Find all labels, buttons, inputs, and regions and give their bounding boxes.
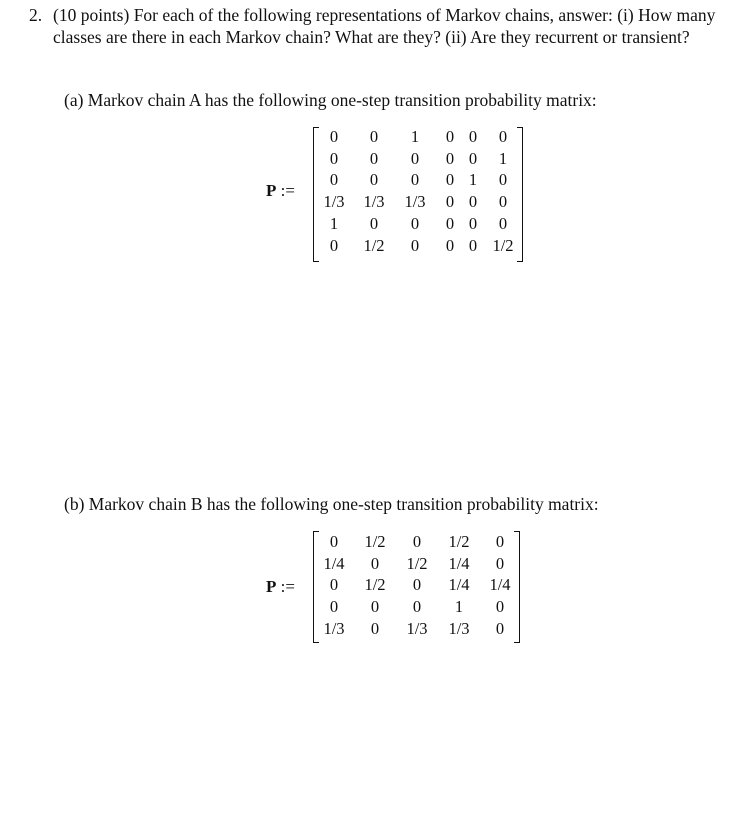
matrix-b-cell-r1-c5: 0 xyxy=(495,532,505,551)
matrix-b-right-bracket xyxy=(514,531,520,643)
matrix-a-cell-r5-c5: 0 xyxy=(468,213,478,233)
matrix-b-left-bracket xyxy=(313,531,319,643)
matrix-b-cell-r4-c4: 1 xyxy=(454,597,464,617)
matrix-a-cell-r3-c5: 1 xyxy=(468,170,478,190)
matrix-a-cell-r1-c4: 0 xyxy=(445,127,455,146)
matrix-b-cell-r4-c1: 0 xyxy=(329,597,339,617)
matrix-a-cell-r5-c1: 1 xyxy=(329,213,339,233)
part-b-intro: (b) Markov chain B has the following one-step transition probability matrix: xyxy=(64,494,599,514)
matrix-b-cell-r1-c4: 1/2 xyxy=(448,532,470,551)
matrix-a-cell-r6-c1: 0 xyxy=(329,235,339,255)
matrix-b-cell-r1-c2: 1/2 xyxy=(364,532,386,551)
matrix-a-cell-r6-c3: 0 xyxy=(410,235,420,255)
matrix-a-cell-r3-c4: 0 xyxy=(445,170,455,190)
matrix-a-cell-r3-c3: 0 xyxy=(410,170,420,190)
matrix-a-cell-r1-c6: 0 xyxy=(498,127,508,146)
matrix-a-cell-r5-c4: 0 xyxy=(445,213,455,233)
matrix-b-cell-r5-c5: 0 xyxy=(495,618,505,638)
matrix-b-label xyxy=(266,577,295,597)
matrix-b-assign: := xyxy=(276,577,295,596)
matrix-a-cell-r5-c2: 0 xyxy=(369,213,379,233)
problem-statement xyxy=(29,4,719,48)
matrix-a-cell-r2-c4: 0 xyxy=(445,148,455,168)
matrix-a-cell-r4-c4: 0 xyxy=(445,192,455,212)
matrix-a-cell-r2-c1: 0 xyxy=(329,148,339,168)
matrix-a-cell-r5-c6: 0 xyxy=(498,213,508,233)
matrix-a-cell-r6-c5: 0 xyxy=(468,235,478,255)
matrix-b-symbol: P xyxy=(266,577,277,596)
matrix-a-cell-r4-c1: 1/3 xyxy=(323,192,345,212)
matrix-a-cell-r3-c1: 0 xyxy=(329,170,339,190)
matrix-b-cell-r5-c4: 1/3 xyxy=(448,618,470,638)
matrix-a-cell-r2-c2: 0 xyxy=(369,148,379,168)
matrix-b-cell-r4-c2: 0 xyxy=(370,597,380,617)
matrix-a-assign: := xyxy=(276,181,295,200)
matrix-b-cell-r5-c2: 0 xyxy=(370,618,380,638)
matrix-a-cell-r6-c4: 0 xyxy=(445,235,455,255)
matrix-a-right-bracket xyxy=(517,127,523,262)
matrix-a-cell-r2-c6: 1 xyxy=(498,148,508,168)
matrix-a-cell-r1-c5: 0 xyxy=(468,127,478,146)
matrix-a-symbol: P xyxy=(266,181,277,200)
problem-text: (10 points) For each of the following representations of Markov chains, answer: (i) How many classes are there in each Markov chain? What are they? (ii) Are they recurrent or transient? xyxy=(53,5,716,47)
matrix-a-cell-r4-c6: 0 xyxy=(498,192,508,212)
matrix-b-cell-r3-c2: 1/2 xyxy=(364,575,386,595)
matrix-a-label xyxy=(266,181,295,201)
matrix-a-cell-r4-c3: 1/3 xyxy=(404,192,426,212)
matrix-b-cell-r1-c1: 0 xyxy=(329,532,339,551)
matrix-b-cell-r2-c2: 0 xyxy=(370,553,380,573)
matrix-b-cell-r2-c3: 1/2 xyxy=(406,553,428,573)
matrix-a-cell-r1-c3: 1 xyxy=(410,127,420,146)
matrix-b-cell-r5-c3: 1/3 xyxy=(406,618,428,638)
problem-number: 2. xyxy=(29,5,43,25)
matrix-a-cell-r6-c2: 1/2 xyxy=(363,235,385,255)
matrix-b-cell-r2-c1: 1/4 xyxy=(323,553,345,573)
matrix-a-cell-r5-c3: 0 xyxy=(410,213,420,233)
matrix-b-cell-r3-c1: 0 xyxy=(329,575,339,595)
matrix-b-cell-r4-c5: 0 xyxy=(495,597,505,617)
matrix-b-cell-r2-c4: 1/4 xyxy=(448,553,470,573)
matrix-a-cell-r4-c2: 1/3 xyxy=(363,192,385,212)
matrix-b-cell-r3-c4: 1/4 xyxy=(448,575,470,595)
matrix-a-cell-r4-c5: 0 xyxy=(468,192,478,212)
matrix-a-left-bracket xyxy=(313,127,319,262)
matrix-b-cell-r2-c5: 0 xyxy=(495,553,505,573)
matrix-b-cell-r3-c5: 1/4 xyxy=(489,575,511,595)
matrix-a-cell-r2-c5: 0 xyxy=(468,148,478,168)
matrix-b-cell-r3-c3: 0 xyxy=(412,575,422,595)
matrix-b-cell-r1-c3: 0 xyxy=(412,532,422,551)
matrix-a-cell-r1-c2: 0 xyxy=(369,127,379,146)
matrix-a-cell-r6-c6: 1/2 xyxy=(492,235,514,255)
matrix-a-cell-r1-c1: 0 xyxy=(329,127,339,146)
matrix-a-cell-r2-c3: 0 xyxy=(410,148,420,168)
matrix-a-cell-r3-c2: 0 xyxy=(369,170,379,190)
part-a-intro: (a) Markov chain A has the following one-step transition probability matrix: xyxy=(64,90,597,110)
matrix-b-cell-r5-c1: 1/3 xyxy=(323,618,345,638)
matrix-b-cell-r4-c3: 0 xyxy=(412,597,422,617)
matrix-a-cell-r3-c6: 0 xyxy=(498,170,508,190)
